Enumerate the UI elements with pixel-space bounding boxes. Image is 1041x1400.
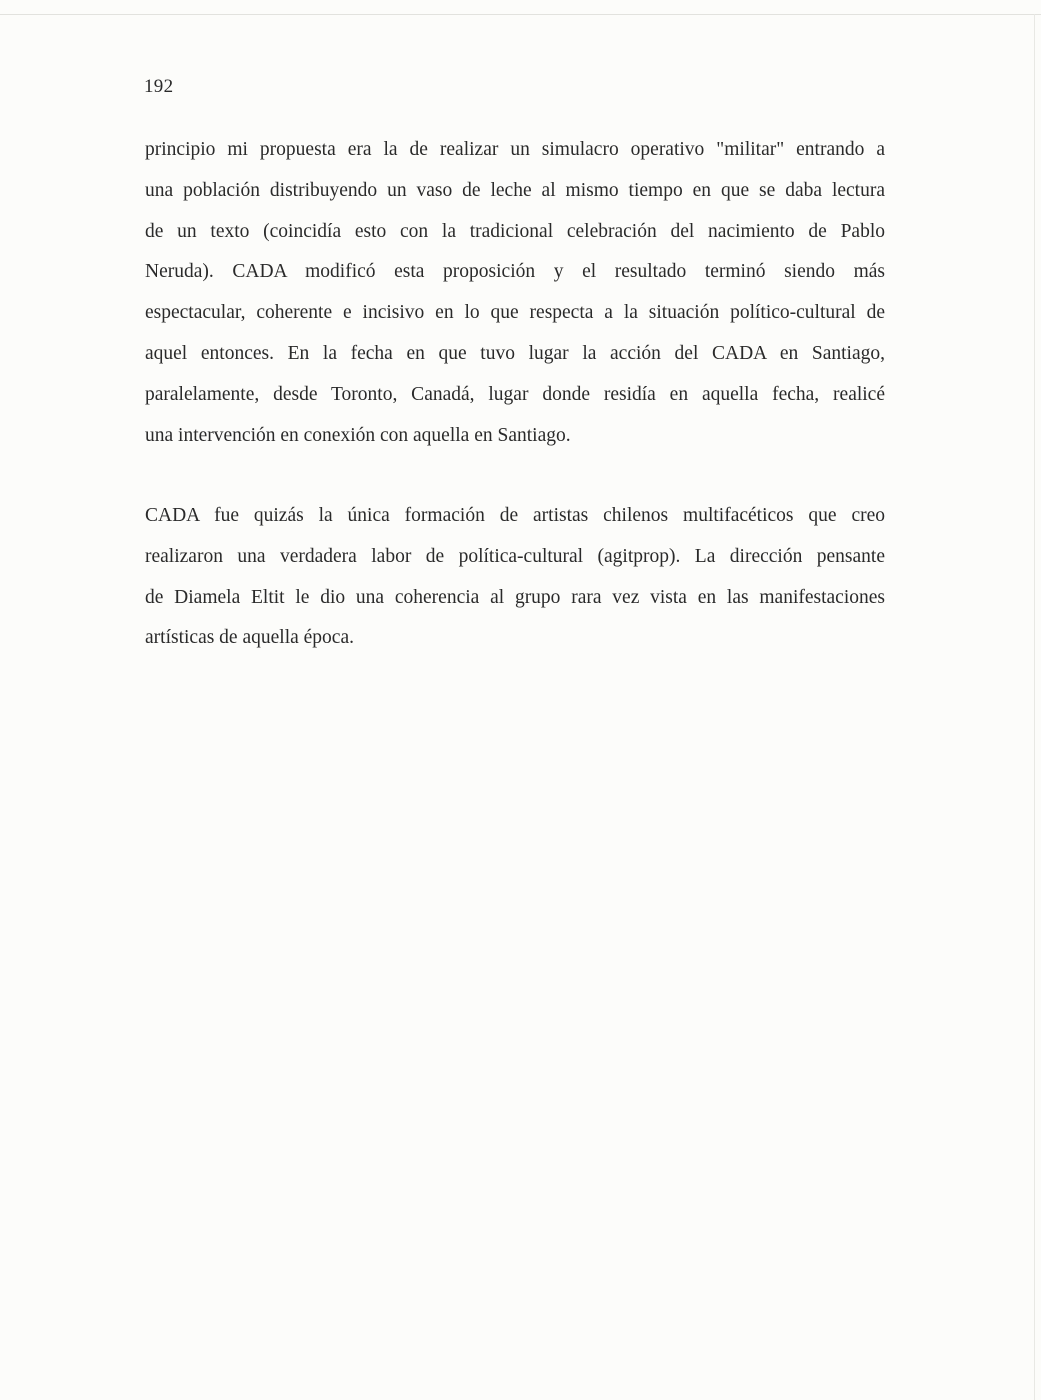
- paragraph-1: [145, 130, 885, 456]
- text-line: aquel entonces. En la fecha en que tuvo lugar la acción del CADA en Santiago,: [145, 342, 885, 364]
- paragraph-2: [145, 496, 885, 659]
- scan-edge-top: [0, 14, 1041, 15]
- text-line: realizaron una verdadera labor de política-cultural (agitprop). La dirección pensante: [145, 545, 885, 567]
- text-line: espectacular, coherente e incisivo en lo que respecta a la situación político-cultural de: [145, 302, 885, 324]
- page-number: 192: [144, 76, 174, 97]
- scan-edge-right: [1034, 14, 1035, 1400]
- text-line: de Diamela Eltit le dio una coherencia al grupo rara vez vista en las manifestaciones: [145, 586, 885, 608]
- text-line: paralelamente, desde Toronto, Canadá, lugar donde residía en aquella fecha, realicé: [145, 383, 885, 405]
- text-line: principio mi propuesta era la de realizar un simulacro operativo "militar" entrando a: [145, 139, 885, 160]
- text-line: de un texto (coincidía esto con la tradicional celebración del nacimiento de Pablo: [145, 220, 885, 242]
- text-line: una población distribuyendo un vaso de leche al mismo tiempo en que se daba lectura: [145, 179, 885, 201]
- text-line: artísticas de aquella época.: [145, 627, 354, 649]
- text-line: CADA fue quizás la única formación de artistas chilenos multifacéticos que creo: [145, 505, 885, 526]
- text-line: Neruda). CADA modificó esta proposición y el resultado terminó siendo más: [145, 261, 885, 283]
- text-line: una intervención en conexión con aquella en Santiago.: [145, 424, 571, 446]
